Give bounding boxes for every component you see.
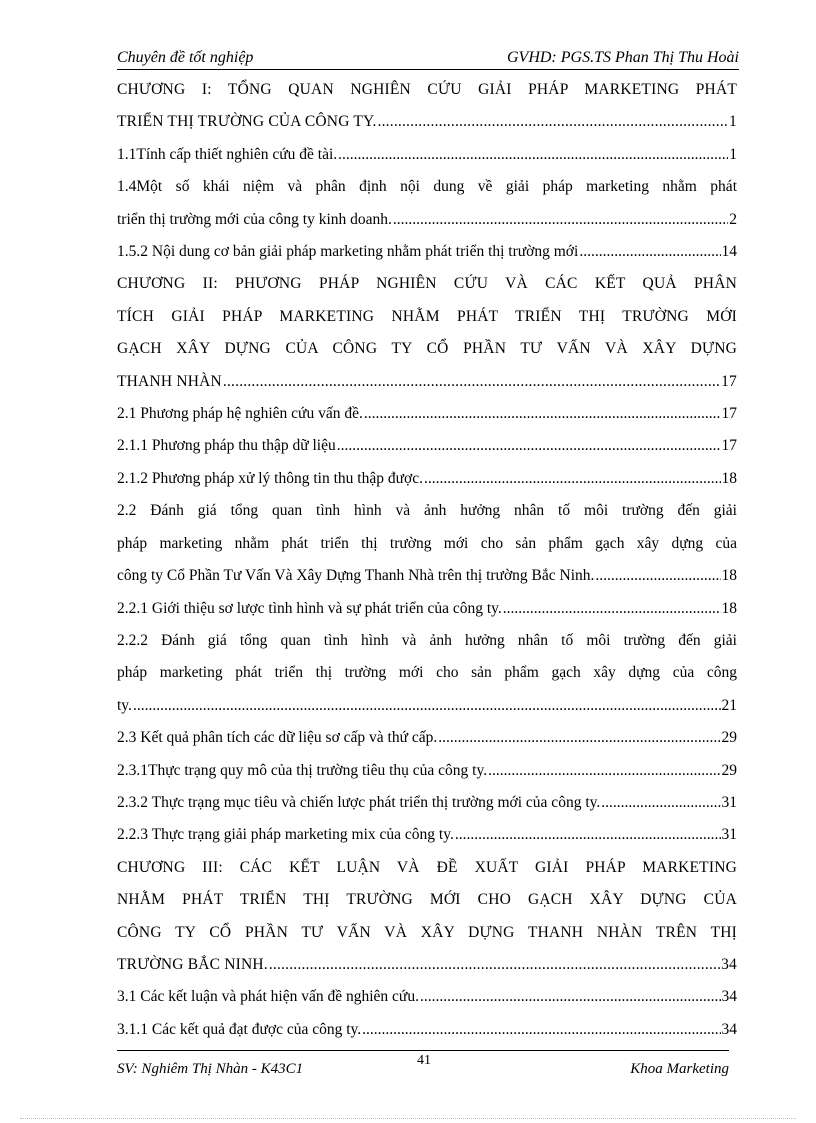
toc-page-number: 14 bbox=[721, 243, 737, 261]
page-header bbox=[117, 49, 739, 70]
toc-entry-line: pháp marketing phát triển thị trường mới cho sản phẩm gạch xây dựng của công bbox=[117, 664, 737, 682]
toc-entry-title: 2.3.2 Thực trạng mục tiêu và chiến lược phát triển thị trường mới của công ty. bbox=[117, 793, 601, 811]
toc-entry-title: TRƯỜNG BẮC NINH. bbox=[117, 955, 268, 973]
page-bottom-divider bbox=[20, 1118, 796, 1119]
toc-entry-title: 2.1.1 Phương pháp thu thập dữ liệu bbox=[117, 437, 336, 455]
toc-leader-dots bbox=[364, 398, 721, 430]
toc-leader-dots bbox=[601, 787, 720, 819]
toc-entry-line: TÍCH GIẢI PHÁP MARKETING NHẰM PHÁT TRIỂN THỊ TRƯỜNG MỚI bbox=[117, 307, 737, 325]
toc-entry-line: 2.2.2 Đánh giá tổng quan tình hình và ảnh hưởng nhân tố môi trường đến giải bbox=[117, 631, 737, 649]
toc-page-number: 34 bbox=[721, 988, 737, 1006]
toc-entry-last-line bbox=[117, 236, 737, 268]
toc-entry-last-line bbox=[117, 593, 737, 625]
toc-entry-line: NHẰM PHÁT TRIỂN THỊ TRƯỜNG MỚI CHO GẠCH XÂY DỰNG CỦA bbox=[117, 891, 737, 909]
toc-entry-title: 2.2.1 Giới thiệu sơ lược tình hình và sự phát triển của công ty. bbox=[117, 599, 502, 617]
toc-page-number: 17 bbox=[721, 437, 737, 455]
toc-entry-title: 2.2.3 Thực trạng giải pháp marketing mix của công ty. bbox=[117, 826, 454, 844]
toc-entry-title: 2.3.1Thực trạng quy mô của thị trường tiêu thụ của công ty. bbox=[117, 761, 488, 779]
toc-entry-title: triển thị trường mới của công ty kinh doanh. bbox=[117, 210, 392, 228]
toc-entry-last-line bbox=[117, 949, 737, 981]
toc-entry-line: CHƯƠNG I: TỔNG QUAN NGHIÊN CỨU GIẢI PHÁP MARKETING PHÁT bbox=[117, 81, 737, 98]
header-left-text: Chuyên đề tốt nghiệp bbox=[117, 49, 254, 66]
table-of-contents bbox=[117, 74, 737, 1046]
footer-student-text: SV: Nghiêm Thị Nhàn - K43C1 bbox=[117, 1061, 304, 1077]
toc-leader-dots bbox=[503, 593, 721, 625]
toc-entry[interactable] bbox=[117, 625, 737, 722]
toc-entry-title: 2.1 Phương pháp hệ nghiên cứu vấn đề. bbox=[117, 405, 363, 423]
toc-leader-dots bbox=[223, 366, 720, 398]
toc-page-number: 34 bbox=[721, 1020, 737, 1038]
toc-entry[interactable] bbox=[117, 171, 737, 236]
toc-page-number: 18 bbox=[721, 567, 737, 585]
toc-entry-line: 1.4Một số khái niệm và phân định nội dung về giải pháp marketing nhằm phát bbox=[117, 178, 737, 196]
toc-entry-last-line bbox=[117, 981, 737, 1013]
toc-chapter-entry[interactable] bbox=[117, 852, 737, 982]
toc-entry[interactable] bbox=[117, 1014, 737, 1046]
toc-entry-line: GẠCH XÂY DỰNG CỦA CÔNG TY CỔ PHẦN TƯ VẤN VÀ XÂY DỰNG bbox=[117, 340, 737, 358]
toc-leader-dots bbox=[269, 949, 720, 981]
page-number: 41 bbox=[417, 1053, 431, 1068]
toc-page-number: 1 bbox=[729, 113, 737, 131]
toc-entry[interactable] bbox=[117, 755, 737, 787]
toc-page-number: 1 bbox=[729, 145, 737, 163]
toc-entry-last-line bbox=[117, 139, 737, 171]
toc-entry-line: pháp marketing nhằm phát triển thị trường mới cho sản phẩm gạch xây dựng của bbox=[117, 534, 737, 552]
toc-leader-dots bbox=[455, 819, 721, 851]
toc-leader-dots bbox=[337, 430, 721, 462]
toc-entry[interactable] bbox=[117, 463, 737, 495]
toc-entry[interactable] bbox=[117, 398, 737, 430]
toc-chapter-entry[interactable] bbox=[117, 74, 737, 139]
toc-entry-last-line bbox=[117, 463, 737, 495]
toc-leader-dots bbox=[438, 722, 720, 754]
toc-page-number: 34 bbox=[721, 955, 737, 973]
toc-page-number: 21 bbox=[721, 696, 737, 714]
page-footer bbox=[117, 1050, 729, 1081]
toc-entry-title: TRIỂN THỊ TRƯỜNG CỦA CÔNG TY. bbox=[117, 113, 377, 131]
toc-entry[interactable] bbox=[117, 981, 737, 1013]
toc-entry-title: THANH NHÀN bbox=[117, 372, 222, 390]
toc-entry-last-line bbox=[117, 755, 737, 787]
toc-entry-title: ty. bbox=[117, 696, 132, 714]
toc-entry[interactable] bbox=[117, 819, 737, 851]
toc-leader-dots bbox=[420, 981, 721, 1013]
toc-entry[interactable] bbox=[117, 787, 737, 819]
toc-entry[interactable] bbox=[117, 236, 737, 268]
toc-page-number: 31 bbox=[721, 793, 737, 811]
toc-entry-title: 1.5.2 Nội dung cơ bản giải pháp marketing nhằm phát triển thị trường mới bbox=[117, 243, 579, 261]
toc-entry-line: CHƯƠNG III: CÁC KẾT LUẬN VÀ ĐỀ XUẤT GIẢI PHÁP MARKETING bbox=[117, 858, 737, 876]
toc-entry-line: 2.2 Đánh giá tổng quan tình hình và ảnh hưởng nhân tố môi trường đến giải bbox=[117, 502, 737, 520]
toc-page-number: 17 bbox=[721, 372, 737, 390]
toc-page-number: 31 bbox=[721, 826, 737, 844]
toc-entry-last-line bbox=[117, 398, 737, 430]
toc-leader-dots bbox=[133, 690, 721, 722]
toc-entry-title: 2.3 Kết quả phân tích các dữ liệu sơ cấp và thứ cấp. bbox=[117, 729, 438, 747]
toc-entry-title: 3.1 Các kết luận và phát hiện vấn đề nghiên cứu. bbox=[117, 988, 419, 1006]
toc-entry-last-line bbox=[117, 366, 737, 398]
toc-leader-dots bbox=[393, 204, 728, 236]
toc-leader-dots bbox=[378, 106, 729, 138]
toc-entry[interactable] bbox=[117, 495, 737, 592]
toc-entry-line: CÔNG TY CỔ PHẦN TƯ VẤN VÀ XÂY DỰNG THANH NHÀN TRÊN THỊ bbox=[117, 923, 737, 941]
toc-entry[interactable] bbox=[117, 430, 737, 462]
toc-leader-dots bbox=[424, 463, 721, 495]
toc-page-number: 29 bbox=[721, 761, 737, 779]
toc-entry-last-line bbox=[117, 430, 737, 462]
toc-entry-title: 2.1.2 Phương pháp xử lý thông tin thu thập được. bbox=[117, 469, 423, 487]
toc-entry[interactable] bbox=[117, 593, 737, 625]
toc-leader-dots bbox=[579, 236, 720, 268]
toc-entry-last-line bbox=[117, 1014, 737, 1046]
toc-chapter-entry[interactable] bbox=[117, 268, 737, 398]
header-right-text: GVHD: PGS.TS Phan Thị Thu Hoài bbox=[506, 49, 739, 66]
toc-leader-dots bbox=[595, 560, 720, 592]
toc-entry-last-line bbox=[117, 722, 737, 754]
toc-page-number: 29 bbox=[721, 729, 737, 747]
toc-entry-last-line bbox=[117, 787, 737, 819]
toc-entry-title: 3.1.1 Các kết quả đạt được của công ty. bbox=[117, 1020, 362, 1038]
toc-entry-last-line bbox=[117, 690, 737, 722]
toc-leader-dots bbox=[488, 755, 720, 787]
toc-page-number: 18 bbox=[721, 599, 737, 617]
toc-entry[interactable] bbox=[117, 722, 737, 754]
toc-leader-dots bbox=[362, 1014, 720, 1046]
toc-entry-title: 1.1Tính cấp thiết nghiên cứu đề tài. bbox=[117, 145, 338, 163]
toc-page-number: 17 bbox=[721, 405, 737, 423]
toc-leader-dots bbox=[338, 139, 728, 171]
toc-page-number: 2 bbox=[729, 210, 737, 228]
toc-page-number: 18 bbox=[721, 469, 737, 487]
footer-faculty-text: Khoa Marketing bbox=[630, 1061, 729, 1077]
toc-entry-last-line bbox=[117, 106, 737, 138]
toc-entry-last-line bbox=[117, 819, 737, 851]
toc-entry-last-line bbox=[117, 560, 737, 592]
toc-entry-line: CHƯƠNG II: PHƯƠNG PHÁP NGHIÊN CỨU VÀ CÁC KẾT QUẢ PHÂN bbox=[117, 275, 737, 293]
toc-entry-title: công ty Cổ Phần Tư Vấn Và Xây Dựng Thanh Nhà trên thị trường Bắc Ninh. bbox=[117, 567, 595, 585]
toc-entry-last-line bbox=[117, 204, 737, 236]
toc-entry[interactable] bbox=[117, 139, 737, 171]
